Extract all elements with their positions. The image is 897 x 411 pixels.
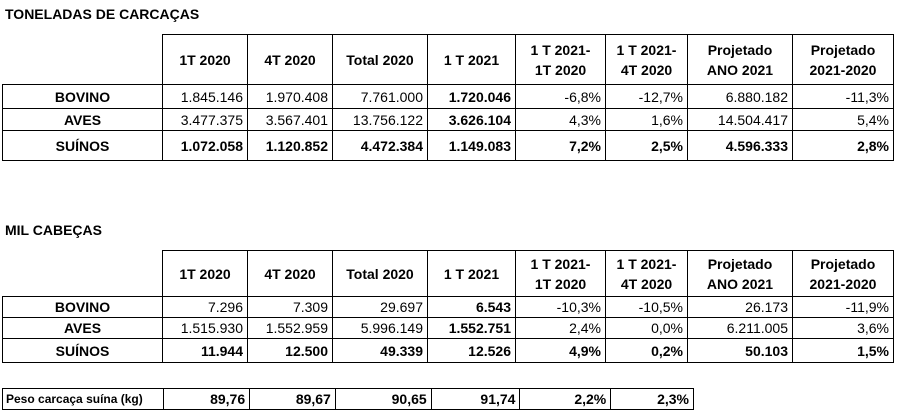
table-row: AVES 3.477.375 3.567.401 13.756.122 3.626.104 4,3% 1,6% 14.504.417 5,4% [3, 109, 894, 131]
table-row: BOVINO 1.845.146 1.970.408 7.761.000 1.720.046 -6,8% -12,7% 6.880.182 -11,3% [3, 85, 894, 109]
col-header: 4T 2020 [248, 251, 333, 297]
col-header: Total 2020 [333, 35, 428, 85]
mil-cabecas-table [2, 250, 894, 363]
col-header: 1 T 2021- 1T 2020 [516, 251, 606, 297]
col-header: 1T 2020 [163, 35, 248, 85]
col-header: Projetado 2021-2020 [793, 35, 894, 85]
col-header: Total 2020 [333, 251, 428, 297]
col-header: 1 T 2021 [428, 35, 516, 85]
peso-table [2, 388, 694, 410]
col-header: 1T 2020 [163, 251, 248, 297]
section-title-mil-cabecas: MIL CABEÇAS [5, 222, 102, 238]
col-header: 1 T 2021 [428, 251, 516, 297]
col-header: 1 T 2021- 4T 2020 [606, 35, 688, 85]
header-row [3, 251, 894, 297]
col-header: Projetado ANO 2021 [688, 35, 793, 85]
table-row: BOVINO 7.296 7.309 29.697 6.543 -10,3% -10,5% 26.173 -11,9% [3, 297, 894, 318]
col-header: Projetado 2021-2020 [793, 251, 894, 297]
col-header: Projetado ANO 2021 [688, 251, 793, 297]
peso-label: Peso carcaça suína (kg) [3, 389, 164, 410]
peso-row: Peso carcaça suína (kg) 89,76 89,67 90,65 91,74 2,2% 2,3% [3, 389, 694, 410]
header-row [3, 35, 894, 85]
table-row: SUÍNOS 11.944 12.500 49.339 12.526 4,9% 0,2% 50.103 1,5% [3, 339, 894, 363]
col-header: 4T 2020 [248, 35, 333, 85]
col-header: 1 T 2021- 4T 2020 [606, 251, 688, 297]
section-title-toneladas: TONELADAS DE CARCAÇAS [5, 6, 200, 22]
col-header: 1 T 2021- 1T 2020 [516, 35, 606, 85]
toneladas-table [2, 34, 894, 161]
table-row: AVES 1.515.930 1.552.959 5.996.149 1.552.751 2,4% 0,0% 6.211.005 3,6% [3, 318, 894, 339]
table-row: SUÍNOS 1.072.058 1.120.852 4.472.384 1.149.083 7,2% 2,5% 4.596.333 2,8% [3, 131, 894, 161]
